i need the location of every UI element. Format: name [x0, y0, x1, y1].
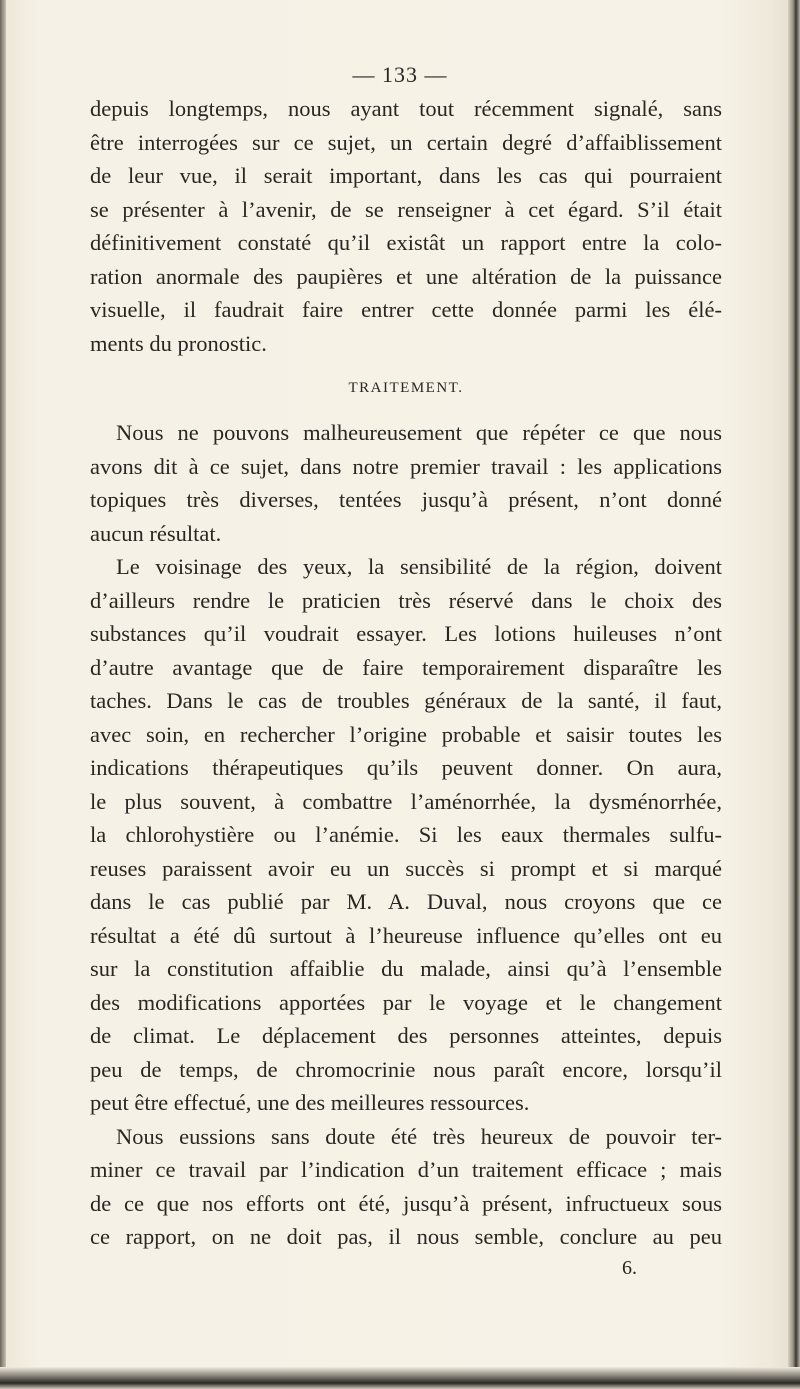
- text-line: substances qu’il voudrait essayer. Les lotions huileuses n’ont: [90, 621, 722, 646]
- text-line: aucun résultat.: [90, 520, 222, 546]
- page-left-edge: [0, 0, 6, 1389]
- text-line: Nous ne pouvons malheureusement que répéter ce que nous: [116, 420, 722, 445]
- text-line: des modifications apportées par le voyage et le changement: [90, 989, 722, 1015]
- text-line: Le voisinage des yeux, la sensibilité de la région, doivent: [116, 554, 722, 579]
- text-line: le plus souvent, à combattre l’aménorrhée, la dysménorrhée,: [90, 788, 722, 814]
- text-line: dans le cas publié par M. A. Duval, nous croyons que ce: [90, 889, 722, 914]
- text-line: d’autre avantage que de faire temporairement disparaître les: [90, 654, 722, 680]
- text-line: être interrogées sur ce sujet, un certain degré d’affaiblissement: [90, 129, 722, 155]
- body-text: [90, 92, 722, 1282]
- text-line: Nous eussions sans doute été très heureux de pouvoir ter-: [116, 1123, 722, 1149]
- text-line: ce rapport, on ne doit pas, il nous semble, conclure au peu: [90, 1224, 722, 1249]
- text-line: miner ce travail par l’indication d’un traitement efficace ; mais: [90, 1157, 722, 1182]
- text-line: depuis longtemps, nous ayant tout récemment signalé, sans: [90, 96, 722, 121]
- text-line: avons dit à ce sujet, dans notre premier travail : les applications: [90, 453, 722, 479]
- text-line: d’ailleurs rendre le praticien très réservé dans le choix des: [90, 587, 722, 613]
- paragraph-2: [90, 416, 722, 550]
- text-line: se présenter à l’avenir, de se renseigner à cet égard. S’il était: [90, 196, 722, 222]
- text-line: ments du pronostic.: [90, 330, 267, 356]
- text-line: la chlorohystière ou l’anémie. Si les eaux thermales sulfu-: [90, 822, 722, 847]
- text-line: peu de temps, de chromocrinie nous paraît encore, lorsqu’il: [90, 1056, 722, 1082]
- text-line: indications thérapeutiques qu’ils peuvent donner. On aura,: [90, 755, 722, 780]
- text-line: topiques très diverses, tentées jusqu’à présent, n’ont donné: [90, 487, 722, 512]
- text-line: résultat a été dû surtout à l’heureuse influence qu’elles ont eu: [90, 922, 722, 948]
- paragraph-3: [90, 550, 722, 1120]
- signature-mark: 6.: [622, 1256, 637, 1279]
- text-line: reuses paraissent avoir eu un succès si prompt et si marqué: [90, 855, 722, 881]
- page-bottom-edge: [0, 1367, 800, 1389]
- text-line: de leur vue, il serait important, dans les cas qui pourraient: [90, 163, 722, 188]
- paragraph-4: [90, 1120, 722, 1254]
- text-line: ration anormale des paupières et une altération de la puissance: [90, 263, 722, 289]
- paragraph-1: [90, 92, 722, 360]
- text-line: avec soin, en rechercher l’origine probable et saisir toutes les: [90, 721, 722, 747]
- text-line: de climat. Le déplacement des personnes atteintes, depuis: [90, 1023, 722, 1048]
- text-line: de ce que nos efforts ont été, jusqu’à présent, infructueux sous: [90, 1190, 722, 1216]
- page-number: — 133 —: [352, 62, 448, 87]
- page-right-edge: [788, 0, 800, 1389]
- text-line: définitivement constaté qu’il existât un rapport entre la colo-: [90, 230, 722, 255]
- text-line: visuelle, il faudrait faire entrer cette donnée parmi les élé-: [90, 297, 722, 322]
- text-line: peut être effectué, une des meilleures ressources.: [90, 1090, 530, 1115]
- section-heading: TRAITEMENT.: [348, 380, 464, 396]
- text-line: sur la constitution affaiblie du malade, ainsi qu’à l’ensemble: [90, 956, 722, 981]
- text-line: taches. Dans le cas de troubles généraux de la santé, il faut,: [90, 688, 722, 713]
